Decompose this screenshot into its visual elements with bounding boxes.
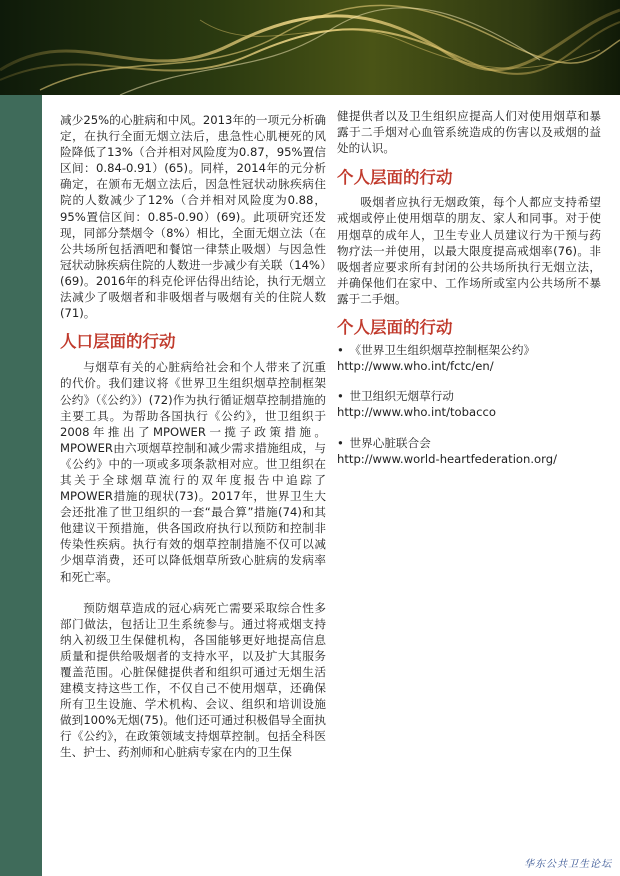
resource-link[interactable]: http://www.who.int/fctc/en/ [337, 359, 494, 374]
list-item [337, 388, 601, 420]
header-banner [0, 0, 620, 95]
body-paragraph: 与烟草有关的心脏病给社会和个人带来了沉重的代价。我们建议将《世界卫生组织烟草控制框架公约》（《公约》）(72)作为执行循证烟草控制措施的主要工具。为帮助各国执行《公约》，世卫组织于2008年推出了MPOWER一揽子政策措施。MPOWER由六项烟草控制和减少需求措施组成，与《公约》中的一项或多项条款相对应。世卫组织在其关于全球烟草流行的双年度报告中追踪了MPOWER措施的现状(73)。2017年，世界卫生大会还批准了世卫组织的一套“最合算”措施(74)和其他建议干预措施，供各国政府执行以预防和控制非传染性疾病。执行有效的烟草控制措施不仅可以减少烟草消费，还可以降低烟草所致心脏病的发病率和死亡率。 [60, 360, 326, 584]
body-paragraph: 健提供者以及卫生组织应提高人们对使用烟草和暴露于二手烟对心血管系统造成的伤害以及戒烟的益处的认识。 [337, 109, 601, 156]
right-column [337, 108, 601, 481]
section-heading-population: 人口层面的行动 [60, 332, 176, 352]
bullet-icon: • [337, 435, 344, 450]
watermark-text: 华东公共卫生论坛 [524, 859, 612, 870]
resource-link[interactable]: http://www.who.int/tobacco [337, 405, 496, 420]
resource-label: 世界心脏联合会 [349, 435, 431, 450]
section-heading-individual: 个人层面的行动 [337, 168, 453, 188]
section-heading-individual-resources: 个人层面的行动 [337, 318, 453, 338]
list-item [337, 435, 601, 467]
resource-label: 《世界卫生组织烟草控制框架公约》 [349, 343, 536, 358]
smoke-swirl-decoration [0, 0, 620, 95]
resource-label: 世卫组织无烟草行动 [349, 389, 454, 404]
left-column [60, 112, 326, 761]
side-color-bar [0, 95, 42, 876]
list-item [337, 342, 601, 374]
body-paragraph: 吸烟者应执行无烟政策，每个人都应支持希望戒烟或停止使用烟草的朋友、家人和同事。对于使用烟草的成年人，卫生专业人员建议行为干预与药物疗法一并使用，以最大限度提高戒烟率(76)。非吸烟者应要求所有封闭的公共场所执行无烟立法，并确保他们在家中、工作场所或室内公共场所不暴露于二手烟。 [337, 195, 601, 306]
body-paragraph: 减少25%的心脏病和中风。2013年的一项元分析确定，在执行全面无烟立法后，患急性心肌梗死的风险降低了13%（合并相对风险度为0.87，95%置信区间：0.84-0.91）(65)。同样，2014年的元分析确定，在颁布无烟立法后，因急性冠状动脉疾病住院的人数减少了12%（合并相对风险度为0.88，95%置信区间：0.85-0.90）(69)。此项研究还发现，同部分禁烟令（8%）相比，全面无烟立法（在公共场所包括酒吧和餐馆一律禁止吸烟）与因急性冠状动脉疾病住院的人数进一步减少有关联（14%）(69)。2016年的科克伦评估得出结论，执行无烟立法减少了吸烟者和非吸烟者与吸烟有关的住院人数(71)。 [60, 113, 326, 321]
resource-list [337, 342, 601, 467]
body-paragraph: 预防烟草造成的冠心病死亡需要采取综合性多部门做法，包括让卫生系统参与。通过将戒烟支持纳入初级卫生保健机构，各国能够更好地提高信息质量和提供给吸烟者的支持水平，以及扩大其服务覆盖范围。心脏保健提供者和组织可通过无烟生活建模支持这些工作，不仅自己不使用烟草，还确保所有卫生设施、学术机构、会议、组织和培训设施做到100%无烟(75)。他们还可通过积极倡导全面执行《公约》，在政策领域支持烟草控制。包括全科医生、护士、药剂师和心脏病专家在内的卫生保 [60, 600, 326, 760]
bullet-icon: • [337, 389, 344, 404]
bullet-icon: • [337, 343, 344, 358]
resource-link[interactable]: http://www.world-heartfederation.org/ [337, 451, 557, 466]
